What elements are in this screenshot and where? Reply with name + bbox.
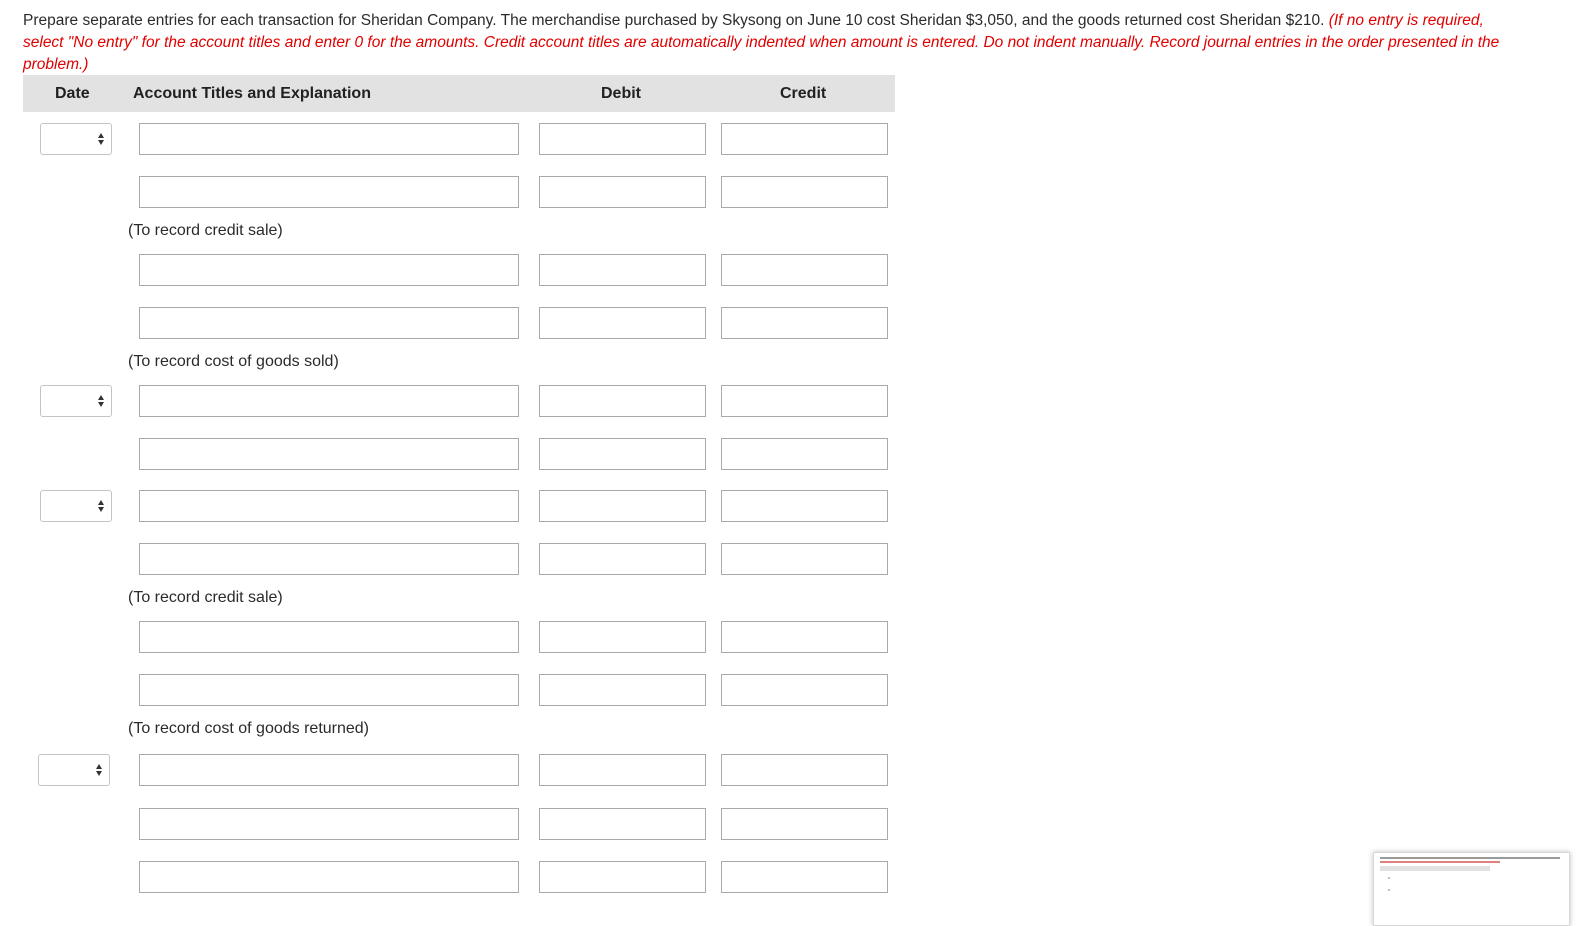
preview-note-line [1380,861,1500,863]
header-debit: Debit [601,85,641,102]
preview-text-line [1380,857,1560,859]
preview-row-mark [1388,877,1390,879]
debit-input-3[interactable] [539,254,706,286]
account-title-input-2[interactable] [139,176,519,208]
up-down-arrows-icon [97,133,105,147]
date-select-4[interactable] [38,754,110,786]
account-title-input-3[interactable] [139,254,519,286]
page-preview-thumbnail[interactable] [1373,852,1570,926]
account-title-input-5[interactable] [139,385,519,417]
date-select-2[interactable] [40,385,112,417]
journal-header [23,75,895,112]
credit-input-3[interactable] [721,254,888,286]
explanation-credit-sale-1: (To record credit sale) [128,222,283,239]
debit-input-6[interactable] [539,438,706,470]
up-down-arrows-icon [97,500,105,514]
instructions-main: Prepare separate entries for each transaction for Sheridan Company. The merchandise purchased by Skysong on June 10 cost Sheridan $3,050, and the goods returned cost Sheridan $210. [23,12,1325,29]
credit-input-11[interactable] [721,754,888,786]
account-title-input-10[interactable] [139,674,519,706]
credit-input-5[interactable] [721,385,888,417]
date-select-3[interactable] [40,490,112,522]
explanation-cost-of-goods-sold: (To record cost of goods sold) [128,353,339,370]
credit-input-13[interactable] [721,861,888,893]
account-title-input-11[interactable] [139,754,519,786]
debit-input-5[interactable] [539,385,706,417]
explanation-credit-sale-2: (To record credit sale) [128,589,283,606]
debit-input-1[interactable] [539,123,706,155]
credit-input-1[interactable] [721,123,888,155]
date-select-1[interactable] [40,123,112,155]
credit-input-6[interactable] [721,438,888,470]
debit-input-2[interactable] [539,176,706,208]
account-title-input-7[interactable] [139,490,519,522]
credit-input-4[interactable] [721,307,888,339]
header-date: Date [55,85,90,102]
up-down-arrows-icon [97,395,105,409]
account-title-input-8[interactable] [139,543,519,575]
instructions [23,10,1513,76]
header-credit: Credit [780,85,827,102]
instructions-note: (If no entry is required, select "No entry" for the account titles and enter 0 for the amounts. Credit account titles are automatically indented when amount is entered. Do not indent manually. Record journal entries in the order presented in the problem.) [23,12,1500,73]
debit-input-4[interactable] [539,307,706,339]
account-title-input-4[interactable] [139,307,519,339]
credit-input-10[interactable] [721,674,888,706]
debit-input-9[interactable] [539,621,706,653]
credit-input-8[interactable] [721,543,888,575]
account-title-input-6[interactable] [139,438,519,470]
credit-input-2[interactable] [721,176,888,208]
account-title-input-13[interactable] [139,861,519,893]
debit-input-7[interactable] [539,490,706,522]
header-account-titles: Account Titles and Explanation [133,85,371,102]
debit-input-10[interactable] [539,674,706,706]
account-title-input-1[interactable] [139,123,519,155]
debit-input-8[interactable] [539,543,706,575]
credit-input-7[interactable] [721,490,888,522]
account-title-input-12[interactable] [139,808,519,840]
debit-input-11[interactable] [539,754,706,786]
up-down-arrows-icon [95,764,103,778]
preview-row-mark [1388,889,1390,891]
credit-input-9[interactable] [721,621,888,653]
debit-input-13[interactable] [539,861,706,893]
explanation-cost-of-goods-returned: (To record cost of goods returned) [128,720,370,737]
preview-header-bar [1380,866,1490,871]
credit-input-12[interactable] [721,808,888,840]
account-title-input-9[interactable] [139,621,519,653]
debit-input-12[interactable] [539,808,706,840]
